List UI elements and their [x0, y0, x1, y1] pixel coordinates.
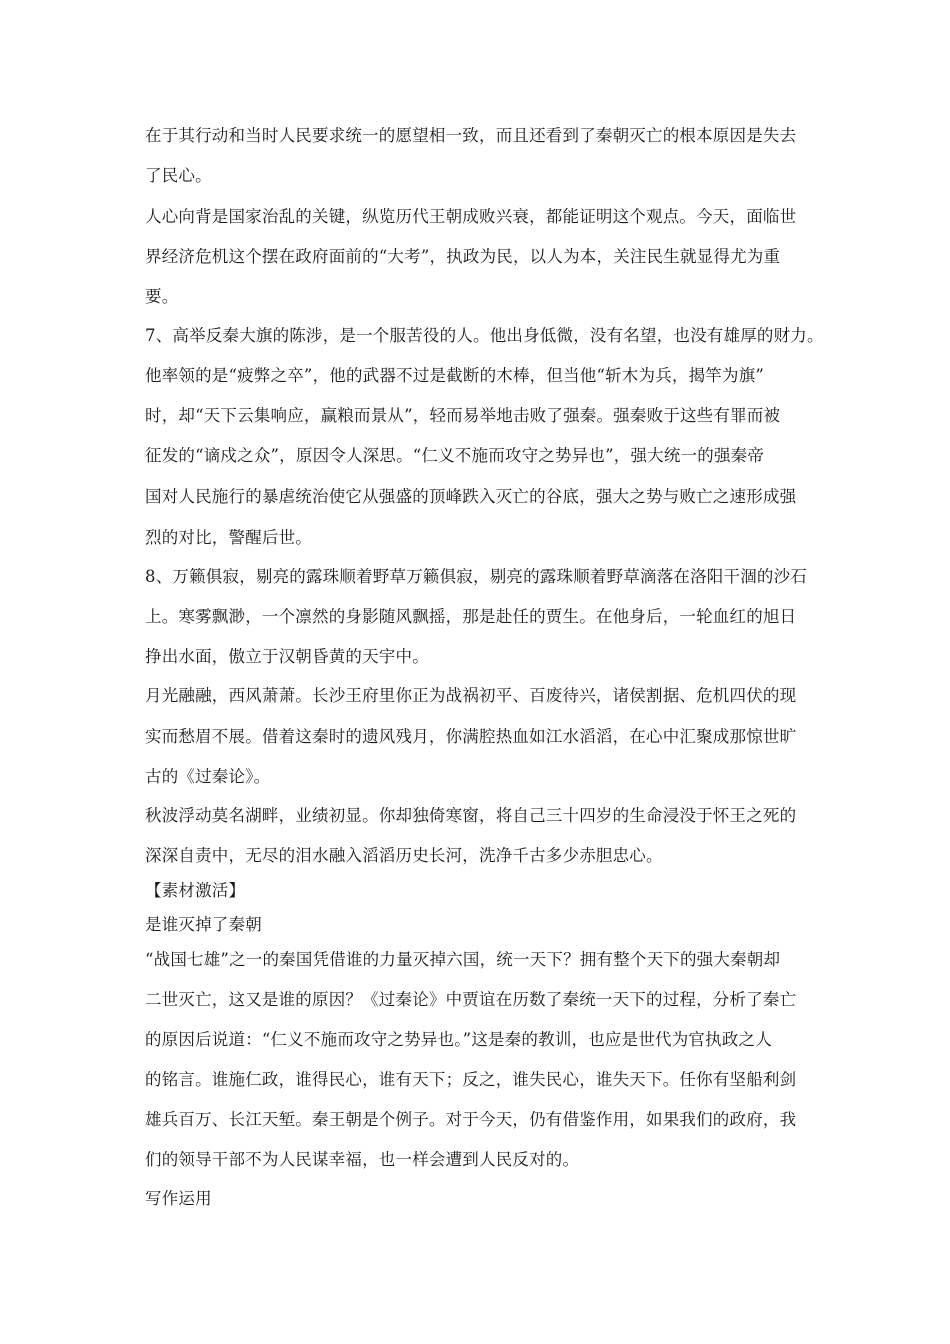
text-line: 深深自责中，无尽的泪水融入滔滔历史长河，洗净千古多少赤胆忠心。: [145, 846, 663, 865]
text-line: 8、万籁俱寂，剔亮的露珠顺着野草万籁俱寂，剔亮的露珠顺着野草滴落在洛阳干涸的沙石: [145, 567, 807, 586]
text-line: 实而愁眉不展。借着这秦时的遗风残月，你满腔热血如江水滔滔，在心中汇聚成那惊世旷: [145, 727, 797, 746]
text-line: 月光融融，西风萧萧。长沙王府里你正为战祸初平、百废待兴，诸侯割据、危机四伏的现: [145, 686, 797, 705]
text-line: 在于其行动和当时人民要求统一的愿望相一致，而且还看到了秦朝灭亡的根本原因是失去: [145, 126, 797, 145]
text-line: 雄兵百万、长江天堑。秦王朝是个例子。对于今天，仍有借鉴作用，如果我们的政府，我: [145, 1110, 797, 1129]
section-heading: 【素材激活】: [145, 881, 246, 900]
text-line: 要。: [145, 287, 179, 306]
text-line: 秋波浮动莫名湖畔，业绩初显。你却独倚寒窗，将自己三十四岁的生命浸没于怀王之死的: [145, 806, 797, 825]
text-line: 的原因后说道：“仁义不施而攻守之势异也。”这是秦的教训，也应是世代为官执政之人: [145, 1030, 772, 1049]
text-line: 的铭言。谁施仁政，谁得民心，谁有天下；反之，谁失民心，谁失天下。任你有坚船利剑: [145, 1070, 797, 1089]
text-line: 国对人民施行的暴虐统治使它从强盛的顶峰跌入灭亡的谷底，强大之势与败亡之速形成强: [145, 487, 797, 506]
text-line: 了民心。: [145, 166, 212, 185]
text-line: 人心向背是国家治乱的关键，纵览历代王朝成败兴衰，都能证明这个观点。今天，面临世: [145, 207, 797, 226]
article-title: 是谁灭掉了秦朝: [145, 915, 262, 934]
text-line: 他率领的是“疲弊之卒”，他的武器不过是截断的木棒，但当他“斩木为兵，揭竿为旗”: [145, 366, 765, 385]
text-line: 上。寒雾飘渺，一个凛然的身影随风飘摇，那是赴任的贾生。在他身后，一轮血红的旭日: [145, 607, 797, 626]
text-line: 7、高举反秦大旗的陈涉，是一个服苦役的人。他出身低微，没有名望，也没有雄厚的财力。: [145, 326, 824, 345]
text-line: 挣出水面，傲立于汉朝昏黄的天宇中。: [145, 647, 429, 666]
text-line: 二世灭亡，这又是谁的原因？《过秦论》中贾谊在历数了秦统一天下的过程，分析了秦亡: [145, 990, 797, 1009]
text-line: 时，却“天下云集响应，赢粮而景从”，轻而易举地击败了强秦。强秦败于这些有罪而被: [145, 406, 781, 425]
text-line: 们的领导干部不为人民谋幸福，也一样会遭到人民反对的。: [145, 1150, 580, 1169]
text-line: “战国七雄”之一的秦国凭借谁的力量灭掉六国，统一天下？拥有整个天下的强大秦朝却: [145, 950, 781, 969]
text-line: 烈的对比，警醒后世。: [145, 528, 312, 547]
text-line: 征发的“谪戍之众”，原因令人深思。“仁义不施而攻守之势异也”，强大统一的强秦帝: [145, 446, 765, 465]
section-heading: 写作运用: [145, 1189, 212, 1208]
text-line: 界经济危机这个摆在政府面前的“大考”，执政为民，以人为本，关注民生就显得尤为重: [145, 247, 781, 266]
text-line: 古的《过秦论》。: [145, 767, 271, 786]
